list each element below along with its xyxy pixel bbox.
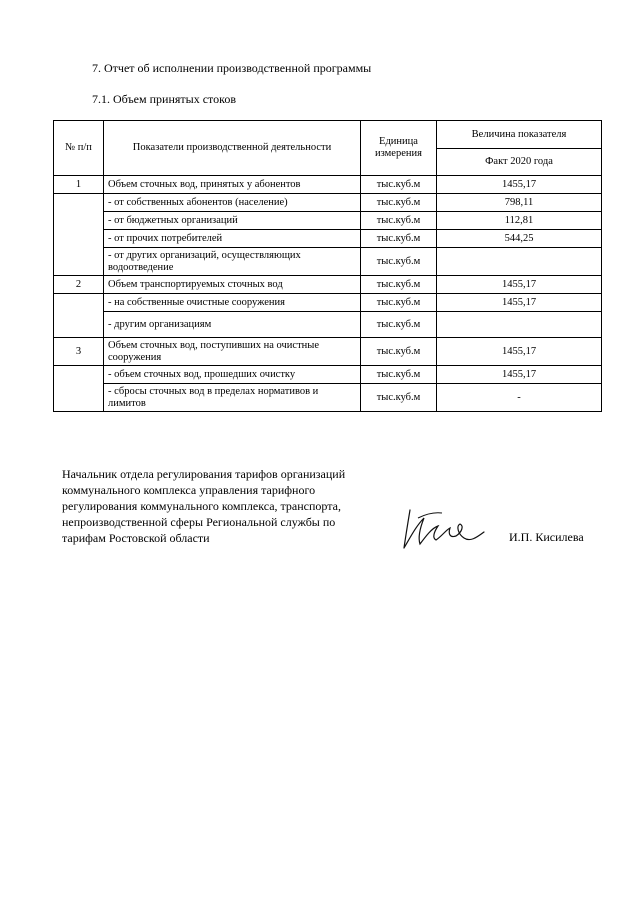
row-label: - сбросы сточных вод в пределах нормативов и лимитов bbox=[104, 384, 361, 412]
row-unit: тыс.куб.м bbox=[361, 366, 437, 384]
row-unit: тыс.куб.м bbox=[361, 312, 437, 338]
header-unit: Единица измерения bbox=[361, 121, 437, 176]
signatory-name: И.П. Кисилева bbox=[509, 530, 584, 544]
row-label: Объем сточных вод, принятых у абонентов bbox=[104, 176, 361, 194]
row-label: - от прочих потребителей bbox=[104, 230, 361, 248]
intake-volume-table bbox=[53, 120, 602, 412]
row-value: - bbox=[437, 384, 602, 412]
subsection-heading: 7.1. Объем принятых стоков bbox=[92, 92, 236, 106]
header-value-sub: Факт 2020 года bbox=[437, 149, 602, 176]
row-unit: тыс.куб.м bbox=[361, 212, 437, 230]
row-value: 1455,17 bbox=[437, 276, 602, 294]
row-value: 1455,17 bbox=[437, 294, 602, 312]
row-value bbox=[437, 248, 602, 276]
handwritten-signature bbox=[398, 504, 488, 554]
row-unit: тыс.куб.м bbox=[361, 294, 437, 312]
row-label: - объем сточных вод, прошедших очистку bbox=[104, 366, 361, 384]
row-unit: тыс.куб.м bbox=[361, 230, 437, 248]
row-num: 1 bbox=[54, 176, 104, 194]
row-value: 1455,17 bbox=[437, 338, 602, 366]
row-unit: тыс.куб.м bbox=[361, 248, 437, 276]
row-unit: тыс.куб.м bbox=[361, 384, 437, 412]
row-num-empty bbox=[54, 294, 104, 338]
row-unit: тыс.куб.м bbox=[361, 176, 437, 194]
row-label: - на собственные очистные сооружения bbox=[104, 294, 361, 312]
row-label: - от бюджетных организаций bbox=[104, 212, 361, 230]
row-value: 798,11 bbox=[437, 194, 602, 212]
row-unit: тыс.куб.м bbox=[361, 338, 437, 366]
row-num: 3 bbox=[54, 338, 104, 366]
row-value: 112,81 bbox=[437, 212, 602, 230]
row-unit: тыс.куб.м bbox=[361, 194, 437, 212]
row-label: Объем транспортируемых сточных вод bbox=[104, 276, 361, 294]
row-num: 2 bbox=[54, 276, 104, 294]
row-label: - от собственных абонентов (население) bbox=[104, 194, 361, 212]
row-label: Объем сточных вод, поступивших на очистные сооружения bbox=[104, 338, 361, 366]
row-value bbox=[437, 312, 602, 338]
row-label: - от других организаций, осуществляющих водоотведение bbox=[104, 248, 361, 276]
row-value: 1455,17 bbox=[437, 176, 602, 194]
row-value: 544,25 bbox=[437, 230, 602, 248]
header-indicator: Показатели производственной деятельности bbox=[104, 121, 361, 176]
header-value-group: Величина показателя bbox=[437, 121, 602, 149]
row-num-empty bbox=[54, 194, 104, 276]
row-label: - другим организациям bbox=[104, 312, 361, 338]
row-unit: тыс.куб.м bbox=[361, 276, 437, 294]
signatory-position: Начальник отдела регулирования тарифов организаций коммунального комплекса управления тарифного регулирования коммунального комплекса, транспорта, непроизводственной сферы Региональной службы по тарифам Ростовской области bbox=[62, 467, 346, 545]
row-value: 1455,17 bbox=[437, 366, 602, 384]
header-num: № п/п bbox=[54, 121, 104, 176]
row-num-empty bbox=[54, 366, 104, 412]
section-heading: 7. Отчет об исполнении производственной программы bbox=[92, 61, 372, 75]
